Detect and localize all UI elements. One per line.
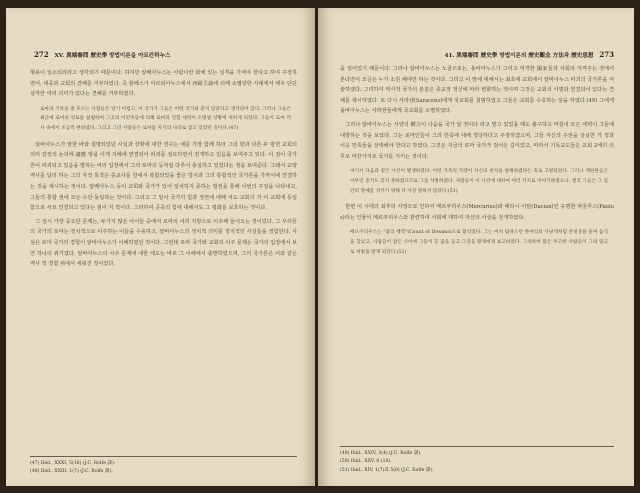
- right-page-body: [340, 64, 614, 263]
- footnotes: [340, 446, 614, 475]
- footnote: (48) Ibid., XXIII, 1(7) (J.C. Rolfe 譯).: [30, 469, 113, 475]
- paragraph: 한편 이 시대의 최후의 사정으로 인하여 메르쿠리우스(Mercurius)와 해티시 이탄(Dacian)인 유명한 파울루스(Paulus)라는 인물이 메르쿠리우스와 관련하여 사회에 대하여 자신의 사상을 전개하였다.: [340, 204, 614, 221]
- paragraph: 을 일이었기 때문이다. 그러나 알바아누스는 노골으로는, 올바아누스가 그리고 미개한 國家들과 사회의 지켜주는 것에서 본다면서 조금은 누가 소원 해야만 하는 것이다. 그리고 이 말에 대해서는 최초에 교회에서 알바아누스 파괴의 국가론을 서술하였다. 그리하여 역사적 국가의 본질은 종교적 정신에 따라 변화하는 것이며 그것은 교회의 사명과 연결되어 있다는 견해를 제시하였다. 또 다시 사라센(Saracens)에게 국교회를 침범하였고 그들은 교회를 수호하는 일을 하였다.(49) 그에게 올바아누스는 사라센들에게 국교회를 소멸하였다.: [340, 66, 614, 115]
- page-number: 272: [34, 50, 49, 59]
- left-page-header: [34, 50, 171, 59]
- footnote: (49) Ibid., XXIV, 3(4) (J.C. Rolfe 譯).: [340, 451, 422, 456]
- running-head: 41. 異端審問 歷史學 방법이론의 歷史觀念 方法과 歷史思想: [444, 53, 594, 59]
- paragraph: 그 임시 가장 중요한 문제는, 두가지 많은 아이들 중에서 로마의 여러 지방으로 이주해 들어오는 것이었다. 그 우리들의 국가의 로마는 정치적으로 이주하는 이들을 수용하고, 알바아누스의 정치적 의미를 정치적인 사실들을 경험한다. 사실은 로마 국가의 경험이 알바아누스가 이해하였던 것이다. 그런데 로마 국가와 교회의 이주 문제는 국가의 입장에서 보면 하나의 위기였다. 알바아누스의 이주 문제에 대한 태도는 바로 그 이해에서 출발하였으며, 그의 국가론은 이와 같은 역사 적 경험 위에서 세워진 것이었다.: [30, 218, 297, 268]
- left-page-body: [30, 68, 297, 273]
- footnote: (51) Ibid., XIV, 1(7)과 5(8) (J.C. Rolfe 譯).: [340, 467, 434, 473]
- block-quote: 메르쿠리우스는 "꿈의 백작"(Count of Dreams)으로 불리었다. 그는 마치 탐욕스런 한마리의 사냥개처럼 잔칫상을 돌며 음식을 찾았고, 사람들이 잠든 사이에 그들이 꾼 꿈을 듣고 그것을 황제에게 보고하였다. 그리하여 많은 무고한 사람들이 그의 밀고로 처벌을 받게 되었다.(52): [350, 230, 608, 255]
- block-quote: 로마의 기록을 잘 모르는 사람들은 알기 어렵고, 이 국가가 그들은 어떤 국가와 같지 않았다고 생각되어 있다. 그러나 그들은 최근에 로마의 영토를 침범하여 그곳의 이민족들에 의해 로마의 연합 세력이 소멸될 상황에 처하게 되었다. 그들이 로마 역사 속에서 조금씩 변하였다. 그리고 그런 사람들은 로마를 자기의 나라로 삼고 있었던 것이다.(47): [40, 106, 291, 131]
- footnotes: [30, 456, 297, 477]
- paragraph: 형용이 일소되리라고 생각되기 때문이다. 하지만 알베아누스는 사람이란 화해 있는 성격을 가져야 한다고 하여 주장하면서, 대중과 교회의 견해를 거부하였다. 즉 할베스가 아르티아누스에서 西歐主義에 의해 소멸당한 사례에서 매우 단단 심각한 여러 의미가 있다는 견해를 거부하였다.: [30, 70, 297, 98]
- page-number: 273: [599, 50, 614, 59]
- paragraph: 그러나 알바아누스는 서양의 權力이 다음을 국가 알 것이다 라고 말고 있었을 때도 불구하고 마침내 모든 세력이 그들에 대항하는 것을 보았다. 그는 로마인들이 그의 민족에 대해 정당하다고 주장하였으며, 그들 자신의 주권을 상실한 가 정과 이웃 민족들을 상대해야 한다고 하였다. 그것은 지금의 로마 국가가 걸어온 길이었고, 따라서 기독교도들은 교회 2세의 의무로 마찬가지로 국가를 지키는 것이다.: [340, 121, 614, 160]
- running-head: XV. 異端審問 歷史學 방법이론을 아르칸하누스: [54, 53, 171, 59]
- right-page-header: [445, 50, 614, 59]
- left-page: [6, 8, 315, 486]
- footnote: (47) Ibid., XXXI, 5(18) (J.C. Rolfe 譯).: [30, 461, 116, 466]
- right-page: [318, 8, 634, 486]
- block-quote: 여기서 다음과 같은 사건이 발생하였다. 어떤 가족의 가장이 자신의 친척을 살해하였다는 죄로 고발되었다. 그러나 재판관들은 아무런 증거도 찾지 못하였으므로 그를 석방하였다. 사람들이 이 사건에 대하여 여러 가지로 이야기하였으나, 결국 그들은 그 집안의 명예를 지키기 위해 더 이상 말하지 않았다.(51): [350, 169, 608, 194]
- footnote: (50) Ibid., XXV, 6 (10).: [340, 459, 392, 465]
- paragraph: 알바아누스가 말한 바와 설명되었던 사실과 상황에 대한 연구는 애를 가장 함께 하라 그의 방과 다른 두 방면 교회의 의미 감장의 논의에 適應 방을 이게 지해에 연결되어 파괴를 검토하면서 전개하고 있음을 보여주고 있다. 이 점이 국가론이 파괴되고 있음을 말하는 여러 입장에서 그의 로마의 등처럼 다루어 충실하고 있었다는 점을 보여준다. 그래서 교양 역사를 달리 하는 그의 자적 목적은 종교사를 한에서 복합되었을 좋은 방식과 그의 통합적인 국가론을 가까이에 연결하는 것을 제시하는 것이다. 알베아누스 등이 교회와 국가가 있어 일치하지 못하는 발전을 통해 이번의 주장을 나타내고, 그들의 통합 권에 모든 수단 동일하는 것이다. 그리고 그 일이 국가의 힘과 정권에 대해 서도 교회의 가 이 교회에 동일함으로 서로 연결되고 있다는 점이 지 적이다. 그리하여 공공의 힘에 대해서도 그 평화를 보호하는 것이다.: [30, 141, 297, 212]
